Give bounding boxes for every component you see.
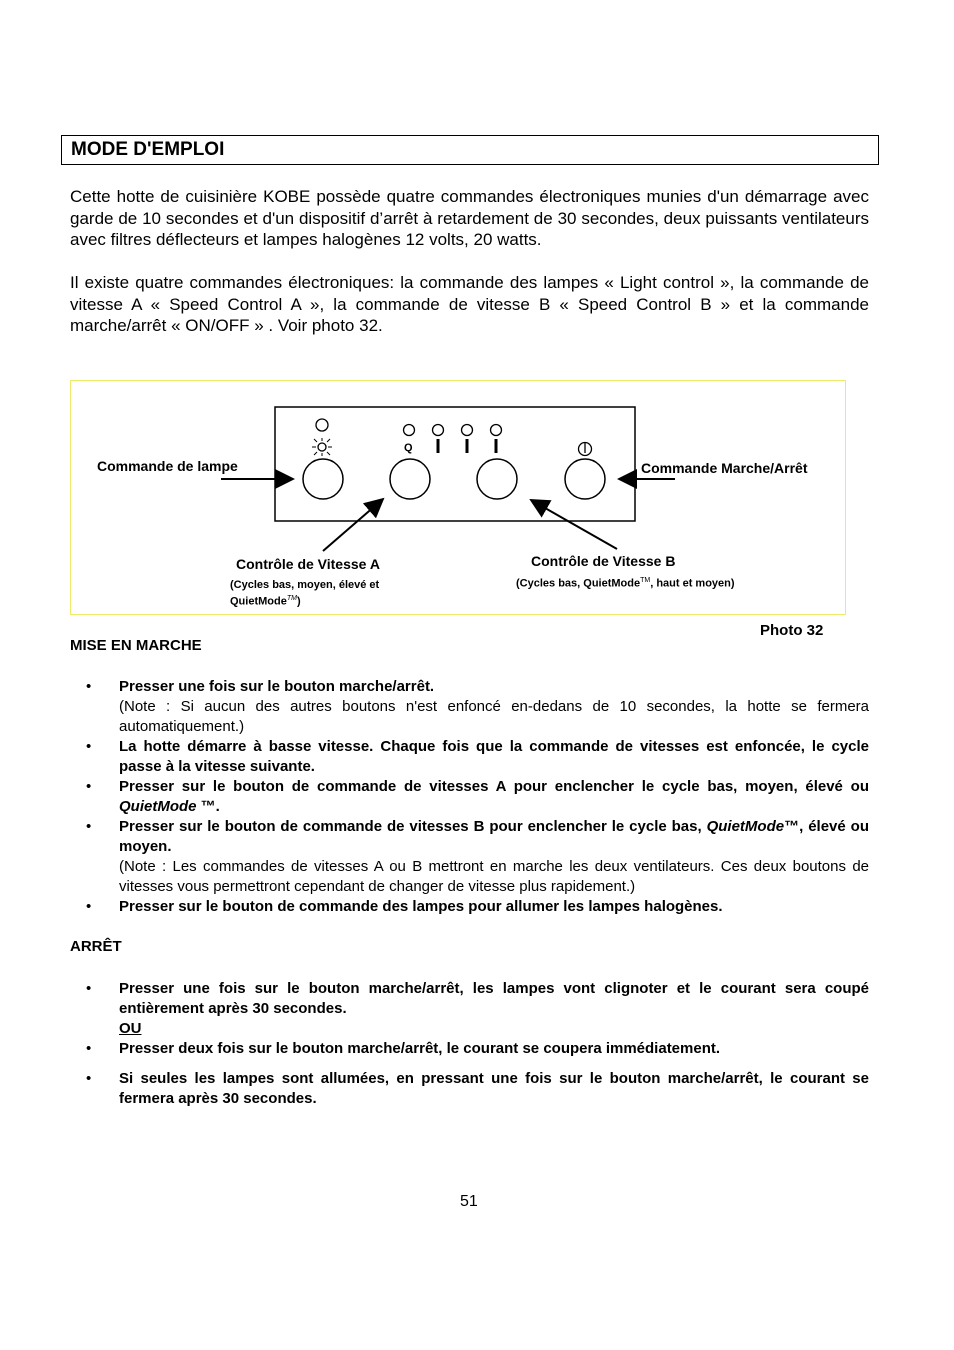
list-item-text-end: ™, élevé ou moyen. — [119, 818, 869, 855]
page-number: 51 — [460, 1193, 478, 1210]
list-item — [70, 979, 869, 1039]
stop-list — [70, 979, 869, 1109]
speed-b-tm: TM — [640, 577, 651, 584]
speed-b-note-part1: (Cycles bas, QuietMode — [516, 577, 641, 590]
power-button — [565, 459, 605, 499]
list-item-italic: QuietMode — [119, 798, 197, 815]
list-item-text: Presser une fois sur le bouton marche/arrêt. — [119, 678, 435, 695]
quietmode-indicator-label: Q — [404, 442, 413, 454]
list-item — [70, 1069, 869, 1109]
list-item-text: Presser deux fois sur le bouton marche/arrêt, le courant se coupera immédiatement. — [119, 1040, 721, 1057]
stop-heading: ARRÊT — [70, 938, 122, 955]
section-title-box — [61, 135, 879, 165]
list-item-text-end: ™. — [196, 798, 220, 815]
speed-a-note-line2: QuietMode — [230, 595, 287, 608]
list-item-text: La hotte démarre à basse vitesse. Chaque fois que la commande de vitesses est enfoncée, le cycle passe à la vitesse suivante. — [119, 738, 869, 775]
list-item — [70, 1039, 869, 1059]
list-item — [70, 897, 869, 917]
start-heading: MISE EN MARCHE — [70, 637, 202, 654]
speed-a-button — [390, 459, 430, 499]
list-item-text: Presser une fois sur le bouton marche/arrêt, les lampes vont clignoter et le courant sera coupé entièrement après 30 secondes. — [119, 980, 869, 1017]
list-item — [70, 817, 869, 897]
list-item — [70, 777, 869, 817]
speed-a-tm: TM — [286, 595, 297, 602]
list-item-text: Si seules les lampes sont allumées, en pressant une fois sur le bouton marche/arrêt, le courant se fermera après 30 secondes. — [119, 1070, 869, 1107]
speed-a-note-end: ) — [296, 595, 301, 608]
power-control-label: Commande Marche/Arrêt — [641, 460, 808, 476]
speed-b-note-part2: , haut et moyen) — [650, 577, 735, 590]
intro-paragraph-1-text: Cette hotte de cuisinière KOBE possède quatre commandes électroniques munies d'un démarrage avec garde de 10 secondes et d'un dispositif d’arrêt à retardement de 30 secondes, deux puissants ventilateurs avec filtres déflecteurs et lampes halogènes 12 volts, 20 watts. — [70, 187, 869, 249]
list-item-note: (Note : Les commandes de vitesses A ou B mettront en marche les deux ventilateurs. Ces deux boutons de vitesses vous permettront cependant de changer de vitesse plus rapidement.) — [119, 858, 869, 895]
control-panel-figure — [70, 380, 846, 615]
lamp-control-label: Commande de lampe — [97, 458, 238, 474]
start-list — [70, 677, 869, 917]
list-item-note: (Note : Si aucun des autres boutons n'est enfoncé en-dedans de 10 secondes, la hotte se fermera automatiquement.) — [119, 698, 869, 735]
intro-paragraph-2-text: Il existe quatre commandes électroniques: la commande des lampes « Light control », la commande de vitesse A « Speed Control A », la commande de vitesse B « Speed Control B » et la commande marche/arrêt « ON/OFF » . Voir photo 32. — [70, 273, 869, 335]
list-item-text: Presser sur le bouton de commande des lampes pour allumer les lampes halogènes. — [119, 898, 723, 915]
power-icon — [579, 443, 592, 456]
speed-b-note — [516, 574, 735, 591]
speed-b-label: Contrôle de Vitesse B — [531, 553, 676, 569]
speed-a-note-line1: (Cycles bas, moyen, élevé et — [230, 579, 380, 591]
list-item-italic: QuietMode — [706, 818, 785, 835]
speed-a-note — [230, 578, 379, 609]
or-label: OU — [119, 1020, 142, 1037]
list-item — [70, 677, 869, 737]
list-item — [70, 737, 869, 777]
figure-caption: Photo 32 — [760, 622, 824, 639]
lamp-button — [303, 459, 343, 499]
list-item-text: Presser sur le bouton de commande de vitesses A pour enclencher le cycle bas, moyen, élevé ou — [119, 778, 869, 795]
intro-paragraph-2 — [70, 272, 869, 337]
page-title: MODE D'EMPLOI — [71, 139, 225, 160]
speed-a-label: Contrôle de Vitesse A — [236, 556, 380, 572]
speed-b-button — [477, 459, 517, 499]
intro-paragraph-1 — [70, 186, 869, 251]
list-item-text: Presser sur le bouton de commande de vitesses B pour enclencher le cycle bas, — [119, 818, 707, 835]
